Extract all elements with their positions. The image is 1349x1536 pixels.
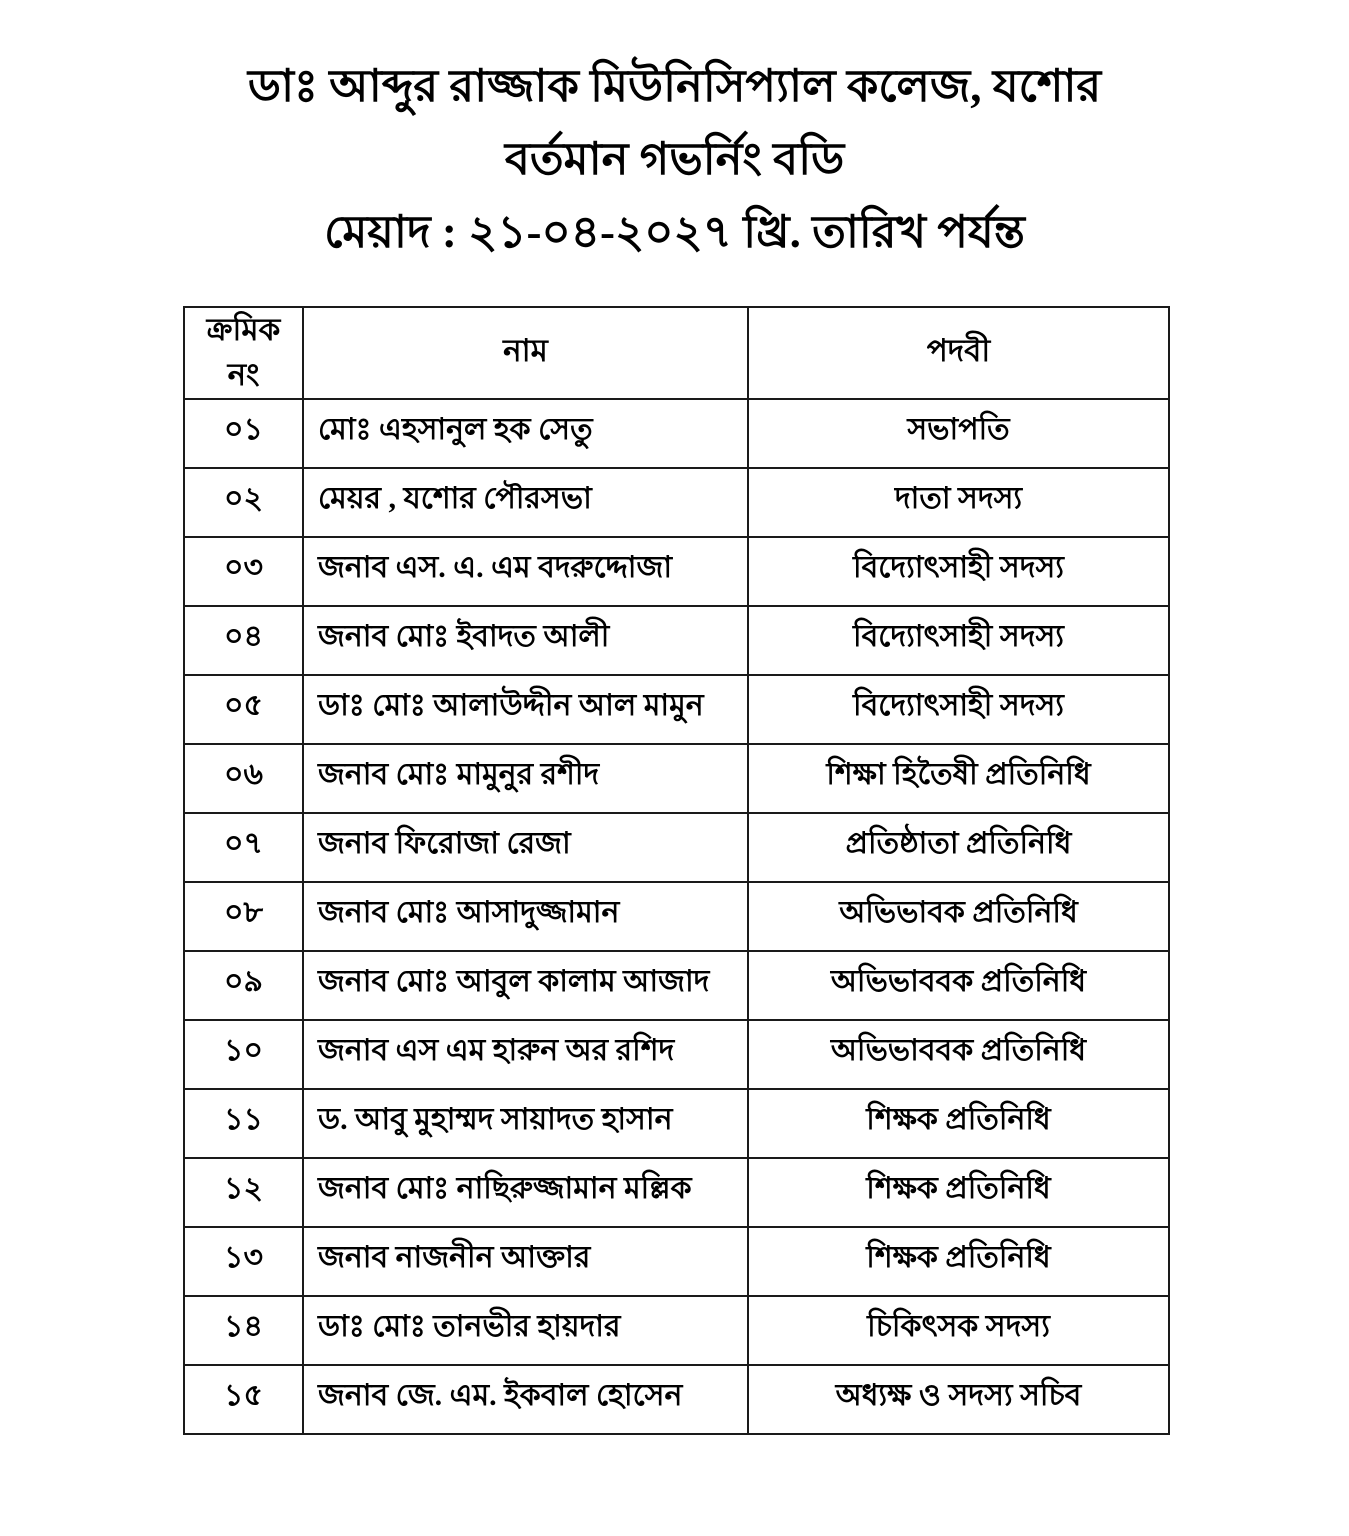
- member-name-cell: জনাব মোঃ আসাদুজ্জামান: [303, 882, 748, 951]
- table-row: [184, 951, 1169, 1020]
- serial-number-cell: ০১: [184, 399, 303, 468]
- college-name-title: ডাঃ আব্দুর রাজ্জাক মিউনিসিপ্যাল কলেজ, যশোর: [247, 61, 1102, 111]
- designation-cell: অভিভাবক প্রতিনিধি: [748, 882, 1169, 951]
- designation-cell: প্রতিষ্ঠাতা প্রতিনিধি: [748, 813, 1169, 882]
- column-header-name: নাম: [303, 307, 748, 399]
- table-body: [184, 399, 1169, 1434]
- member-name-cell: জনাব এস এম হারুন অর রশিদ: [303, 1020, 748, 1089]
- designation-cell: শিক্ষক প্রতিনিধি: [748, 1227, 1169, 1296]
- serial-number-cell: ০৪: [184, 606, 303, 675]
- table-row: [184, 1365, 1169, 1434]
- member-name-cell: জনাব জে. এম. ইকবাল হোসেন: [303, 1365, 748, 1434]
- designation-cell: বিদ্যোৎসাহী সদস্য: [748, 675, 1169, 744]
- table-row: [184, 1089, 1169, 1158]
- designation-cell: শিক্ষা হিতৈষী প্রতিনিধি: [748, 744, 1169, 813]
- column-header-serial-line1: ক্রমিক: [206, 312, 281, 348]
- governing-body-subtitle: বর্তমান গভর্নিং বডি: [504, 134, 845, 184]
- designation-cell: শিক্ষক প্রতিনিধি: [748, 1089, 1169, 1158]
- column-header-position: পদবী: [748, 307, 1169, 399]
- table-row: [184, 606, 1169, 675]
- member-name-cell: জনাব মোঃ ইবাদত আলী: [303, 606, 748, 675]
- serial-number-cell: ১৩: [184, 1227, 303, 1296]
- table-row: [184, 882, 1169, 951]
- column-header-serial: [184, 307, 303, 399]
- table-row: [184, 675, 1169, 744]
- serial-number-cell: ০৮: [184, 882, 303, 951]
- serial-number-cell: ১৪: [184, 1296, 303, 1365]
- designation-cell: বিদ্যোৎসাহী সদস্য: [748, 537, 1169, 606]
- serial-number-cell: ০৩: [184, 537, 303, 606]
- member-name-cell: জনাব মোঃ মামুনুর রশীদ: [303, 744, 748, 813]
- designation-cell: সভাপতি: [748, 399, 1169, 468]
- governing-body-table: [183, 306, 1170, 1435]
- member-name-cell: মোঃ এহসানুল হক সেতু: [303, 399, 748, 468]
- designation-cell: বিদ্যোৎসাহী সদস্য: [748, 606, 1169, 675]
- designation-cell: অভিভাববক প্রতিনিধি: [748, 951, 1169, 1020]
- designation-cell: শিক্ষক প্রতিনিধি: [748, 1158, 1169, 1227]
- member-name-cell: ড. আবু মুহাম্মদ সায়াদত হাসান: [303, 1089, 748, 1158]
- table-row: [184, 537, 1169, 606]
- designation-cell: অধ্যক্ষ ও সদস্য সচিব: [748, 1365, 1169, 1434]
- serial-number-cell: ০৬: [184, 744, 303, 813]
- table-row: [184, 1227, 1169, 1296]
- table-row: [184, 813, 1169, 882]
- table-row: [184, 399, 1169, 468]
- table-header-row: [184, 307, 1169, 399]
- member-name-cell: ডাঃ মোঃ আলাউদ্দীন আল মামুন: [303, 675, 748, 744]
- member-name-cell: জনাব এস. এ. এম বদরুদ্দোজা: [303, 537, 748, 606]
- designation-cell: দাতা সদস্য: [748, 468, 1169, 537]
- member-name-cell: জনাব মোঃ আবুল কালাম আজাদ: [303, 951, 748, 1020]
- table-row: [184, 1296, 1169, 1365]
- serial-number-cell: ০২: [184, 468, 303, 537]
- term-validity-line: মেয়াদ : ২১-০৪-২০২৭ খ্রি. তারিখ পর্যন্ত: [324, 207, 1025, 257]
- member-name-cell: জনাব ফিরোজা রেজা: [303, 813, 748, 882]
- serial-number-cell: ০৫: [184, 675, 303, 744]
- member-name-cell: মেয়র , যশোর পৌরসভা: [303, 468, 748, 537]
- member-name-cell: ডাঃ মোঃ তানভীর হায়দার: [303, 1296, 748, 1365]
- table-row: [184, 1158, 1169, 1227]
- column-header-serial-line2: নং: [227, 357, 260, 392]
- table-row: [184, 468, 1169, 537]
- serial-number-cell: ১৫: [184, 1365, 303, 1434]
- member-name-cell: জনাব নাজনীন আক্তার: [303, 1227, 748, 1296]
- serial-number-cell: ১১: [184, 1089, 303, 1158]
- serial-number-cell: ০৯: [184, 951, 303, 1020]
- table-row: [184, 1020, 1169, 1089]
- serial-number-cell: ১০: [184, 1020, 303, 1089]
- serial-number-cell: ০৭: [184, 813, 303, 882]
- serial-number-cell: ১২: [184, 1158, 303, 1227]
- designation-cell: অভিভাববক প্রতিনিধি: [748, 1020, 1169, 1089]
- designation-cell: চিকিৎসক সদস্য: [748, 1296, 1169, 1365]
- member-name-cell: জনাব মোঃ নাছিরুজ্জামান মল্লিক: [303, 1158, 748, 1227]
- document-header: [0, 61, 1349, 283]
- table-row: [184, 744, 1169, 813]
